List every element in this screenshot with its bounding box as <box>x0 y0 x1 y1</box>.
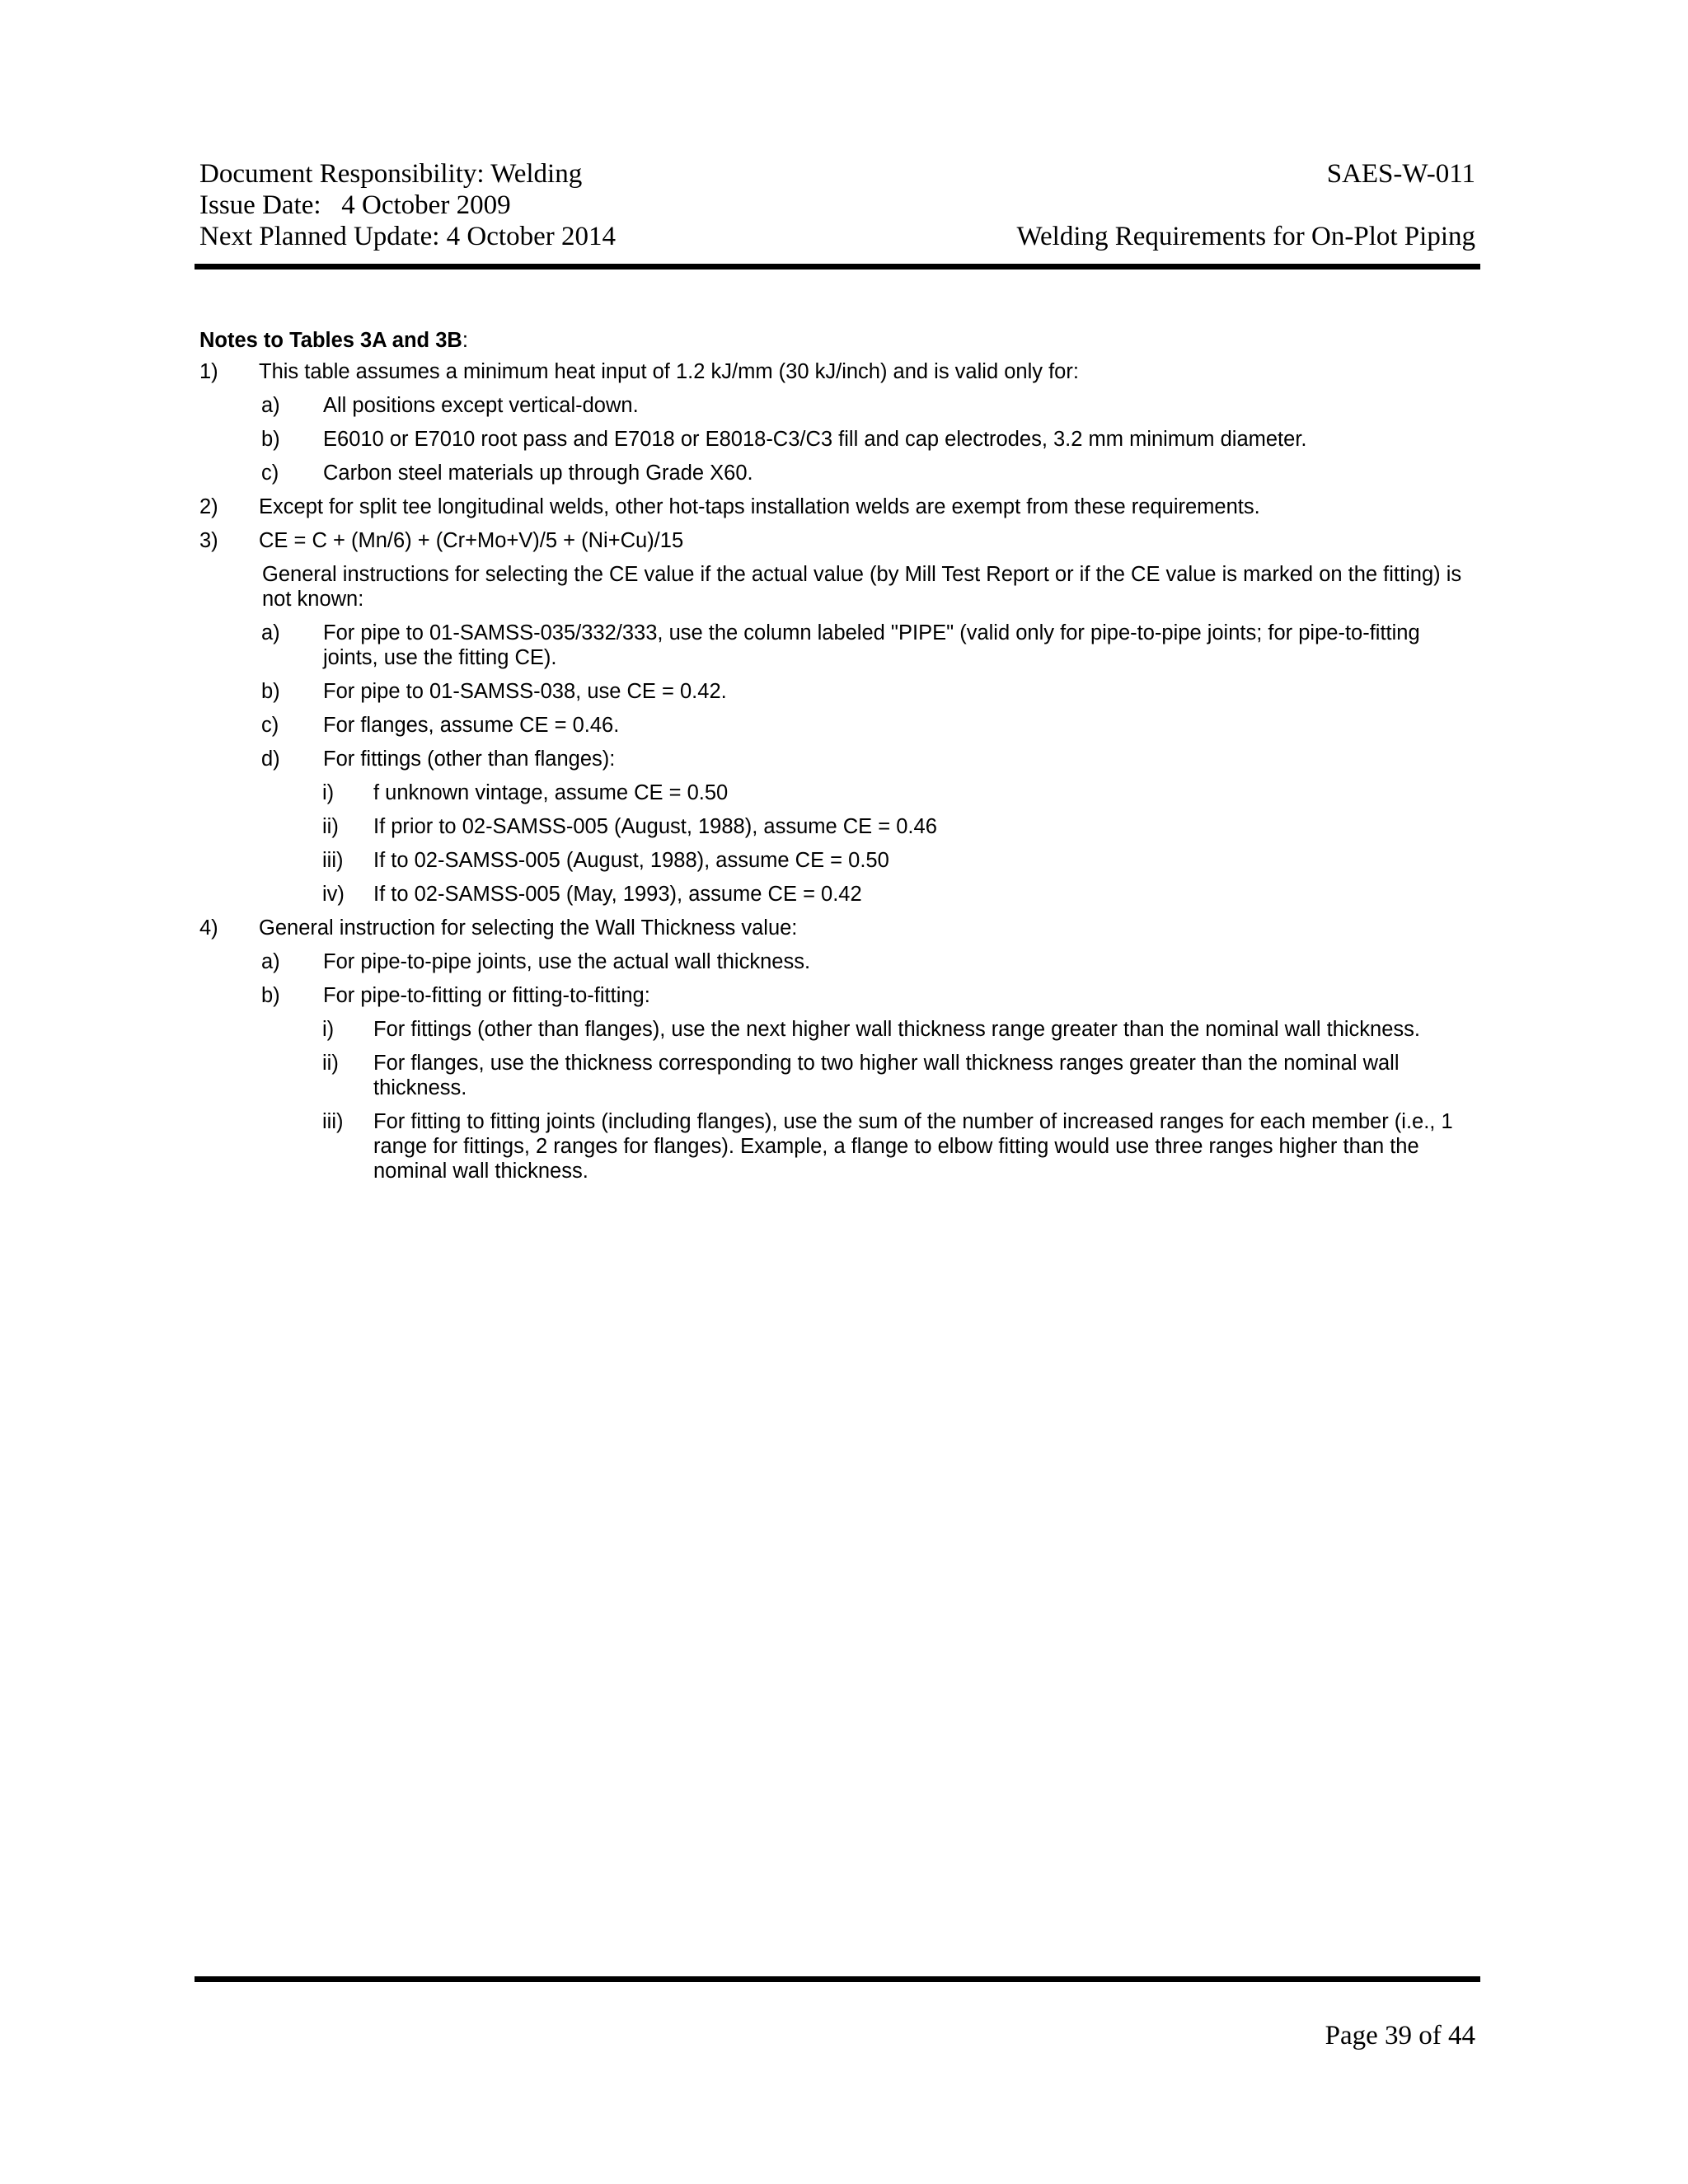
note-3b-marker: b) <box>261 680 280 703</box>
note-3d-ii-marker: ii) <box>322 815 339 838</box>
note-4-text: General instruction for selecting the Wall Thickness value: <box>259 916 798 940</box>
note-4b-i <box>199 1017 1477 1042</box>
page-number: Page 39 of 44 <box>1325 2021 1475 2050</box>
note-3-marker: 3) <box>199 529 218 552</box>
note-3d-i-marker: i) <box>322 781 335 804</box>
note-3c-marker: c) <box>261 714 279 737</box>
note-1-text: This table assumes a minimum heat input of 1.2 kJ/mm (30 kJ/inch) and is valid only for: <box>259 360 1079 383</box>
note-1a-marker: a) <box>261 394 280 417</box>
note-3d-i-text: f unknown vintage, assume CE = 0.50 <box>373 781 729 804</box>
note-3 <box>199 528 1477 553</box>
note-3-general-text: General instructions for selecting the CE value if the actual value (by Mill Test Report or if the CE value is marked on the fitting) is not known: <box>262 563 1462 611</box>
note-3a <box>199 621 1477 670</box>
note-1b-text: E6010 or E7010 root pass and E7018 or E8018-C3/C3 fill and cap electrodes, 3.2 mm minimum diameter. <box>323 428 1307 451</box>
note-3d-marker: d) <box>261 748 280 771</box>
note-3-general-instructions <box>199 562 1477 612</box>
note-1a <box>199 393 1477 418</box>
note-4 <box>199 916 1477 940</box>
note-3d-i <box>199 780 1477 805</box>
note-2-text: Except for split tee longitudinal welds, other hot-taps installation welds are exempt from these requirements. <box>259 495 1260 518</box>
note-4b-i-marker: i) <box>322 1018 335 1041</box>
note-1c-marker: c) <box>261 462 279 485</box>
note-3-formula: CE = C + (Mn/6) + (Cr+Mo+V)/5 + (Ni+Cu)/15 <box>259 529 684 552</box>
note-3d-iv-marker: iv) <box>322 883 345 906</box>
note-3d-iv-text: If to 02-SAMSS-005 (May, 1993), assume CE = 0.42 <box>373 883 862 906</box>
note-3d-iii-text: If to 02-SAMSS-005 (August, 1988), assume CE = 0.50 <box>373 849 889 872</box>
note-3d-iv <box>199 882 1477 907</box>
note-4b-ii-marker: ii) <box>322 1052 339 1075</box>
notes-title-text: Notes to Tables 3A and 3B <box>199 329 462 352</box>
note-3d-ii-text: If prior to 02-SAMSS-005 (August, 1988), assume CE = 0.46 <box>373 815 937 838</box>
header-divider <box>195 264 1480 269</box>
note-3a-text: For pipe to 01-SAMSS-035/332/333, use the column labeled "PIPE" (valid only for pipe-to-pipe joints; for pipe-to-fitting joints, use the fitting CE). <box>323 621 1420 669</box>
note-1c-text: Carbon steel materials up through Grade X60. <box>323 462 753 485</box>
note-4b <box>199 983 1477 1008</box>
note-4a-marker: a) <box>261 950 280 973</box>
note-4a <box>199 949 1477 974</box>
notes-title-colon: : <box>462 329 468 352</box>
note-1-marker: 1) <box>199 360 218 383</box>
note-1b <box>199 427 1477 452</box>
note-3c <box>199 713 1477 738</box>
note-4b-ii <box>199 1051 1477 1100</box>
note-4b-iii <box>199 1109 1477 1183</box>
note-2-marker: 2) <box>199 495 218 518</box>
document-number: SAES-W-011 <box>1326 159 1475 189</box>
note-4a-text: For pipe-to-pipe joints, use the actual wall thickness. <box>323 950 811 973</box>
note-4b-ii-text: For flanges, use the thickness corresponding to two higher wall thickness ranges greater than the nominal wall thickness. <box>373 1052 1400 1099</box>
note-1c <box>199 461 1477 485</box>
note-4-marker: 4) <box>199 916 218 940</box>
notes-section <box>199 328 1477 1193</box>
note-3b-text: For pipe to 01-SAMSS-038, use CE = 0.42. <box>323 680 727 703</box>
note-3d-iii-marker: iii) <box>322 849 344 872</box>
page-header <box>199 158 1477 257</box>
note-1 <box>199 359 1477 384</box>
note-3a-marker: a) <box>261 621 280 644</box>
note-3d <box>199 747 1477 771</box>
note-3d-ii <box>199 814 1477 839</box>
note-3d-iii <box>199 848 1477 873</box>
document-title: Welding Requirements for On-Plot Piping <box>1016 222 1475 251</box>
issue-date: Issue Date: 4 October 2009 <box>199 190 511 220</box>
note-3c-text: For flanges, assume CE = 0.46. <box>323 714 620 737</box>
note-4b-marker: b) <box>261 984 280 1007</box>
note-4b-i-text: For fittings (other than flanges), use the next higher wall thickness range greater than the nominal wall thickness. <box>373 1018 1421 1041</box>
note-3d-text: For fittings (other than flanges): <box>323 748 616 771</box>
note-4b-iii-text: For fitting to fitting joints (including flanges), use the sum of the number of increased ranges for each member (i.e., 1 range for fittings, 2 ranges for flanges). Example, a flange to elbow fitting would use three ranges higher than the nominal wall thickness. <box>373 1110 1453 1183</box>
note-2 <box>199 494 1477 519</box>
note-1a-text: All positions except vertical-down. <box>323 394 639 417</box>
note-4b-text: For pipe-to-fitting or fitting-to-fitting: <box>323 984 650 1007</box>
notes-title <box>199 328 1477 353</box>
note-4b-iii-marker: iii) <box>322 1110 344 1133</box>
note-3b <box>199 679 1477 704</box>
document-responsibility: Document Responsibility: Welding <box>199 159 583 189</box>
next-planned-update: Next Planned Update: 4 October 2014 <box>199 222 616 251</box>
footer-divider <box>195 1976 1480 1982</box>
note-1b-marker: b) <box>261 428 280 451</box>
header-left-block <box>199 158 616 252</box>
